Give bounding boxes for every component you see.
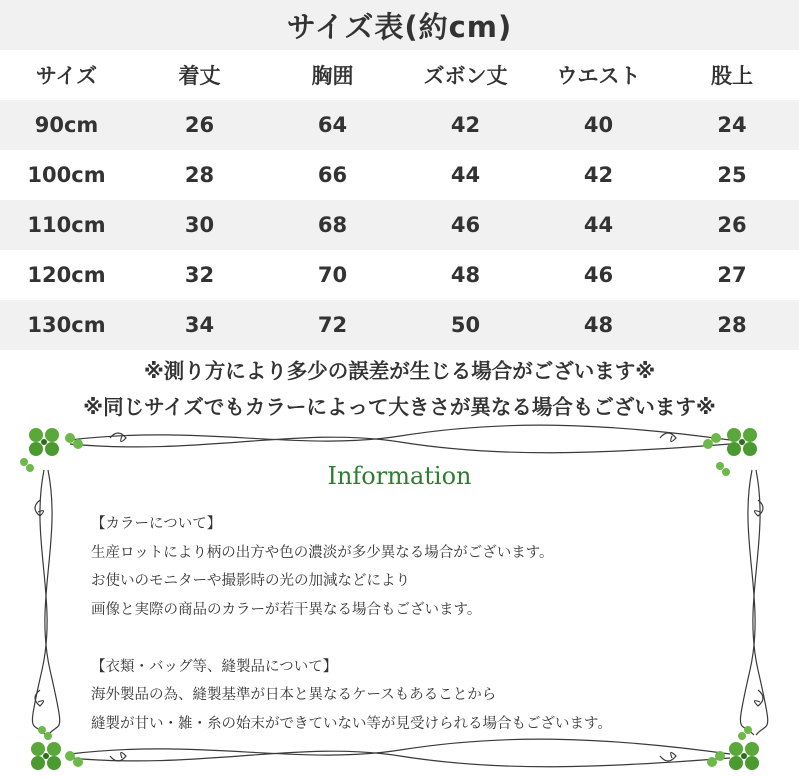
table-cell: 66 (317, 163, 348, 187)
table-cell: 40 (583, 113, 614, 137)
info-line: 画像と実際の商品のカラーが若干異なる場合もございます。 (91, 601, 482, 618)
table-cell: 72 (317, 313, 348, 337)
table-row (0, 150, 799, 200)
table-header-row (0, 50, 799, 100)
table-cell: 27 (717, 263, 747, 287)
table-cell: 42 (583, 163, 614, 187)
information-body (91, 510, 731, 738)
info-line: 縫製が甘い・雑・糸の始末ができていない等が見受けられる場合もございます。 (91, 715, 612, 732)
color-size-note: ※同じサイズでもカラーによって大きさが異なる場合もございます※ (83, 395, 716, 419)
table-cell: 64 (317, 113, 348, 137)
table-cell: 34 (184, 313, 215, 337)
table-cell: 44 (583, 213, 614, 237)
table-cell: 30 (184, 213, 215, 237)
header-rise: 股上 (711, 64, 753, 88)
info-line: 生産ロットにより柄の出方や色の濃淡が多少異なる場合がございます。 (91, 544, 554, 561)
table-cell: 32 (184, 263, 215, 287)
table-cell: 48 (450, 263, 481, 287)
header-pants-length: ズボン丈 (423, 64, 508, 88)
table-cell: 90cm (34, 113, 99, 137)
table-cell: 48 (583, 313, 614, 337)
title-bar (0, 0, 799, 50)
table-cell: 120cm (27, 263, 106, 287)
table-cell: 28 (717, 313, 747, 337)
table-cell: 100cm (27, 163, 106, 187)
table-cell: 42 (450, 113, 481, 137)
info-line: 【カラーについて】 (91, 516, 222, 532)
size-table (0, 50, 799, 350)
table-cell: 50 (450, 313, 481, 337)
table-cell: 46 (450, 213, 481, 237)
info-line: 【衣類・バッグ等、縫製品について】 (91, 658, 338, 675)
measurement-note: ※測り方により多少の誤差が生じる場合がございます※ (143, 359, 656, 383)
table-cell: 26 (717, 213, 747, 237)
table-cell: 44 (450, 163, 481, 187)
header-chest: 胸囲 (311, 64, 354, 88)
page-title: サイズ表(約cm) (286, 9, 513, 44)
table-row (0, 200, 799, 250)
table-cell: 25 (717, 163, 747, 187)
header-length: 着丈 (178, 64, 221, 88)
table-cell: 28 (184, 163, 215, 187)
table-cell: 68 (317, 213, 348, 237)
info-line: 海外製品の為、縫製基準が日本と異なるケースもあることから (91, 687, 497, 703)
info-line: お使いのモニターや撮影時の光の加減などにより (91, 573, 410, 589)
table-cell: 24 (717, 113, 747, 137)
information-heading: Information (327, 462, 472, 490)
table-cell: 26 (184, 113, 215, 137)
table-row (0, 100, 799, 150)
header-waist: ウエスト (556, 64, 641, 88)
info-line (91, 624, 731, 653)
table-cell: 130cm (27, 313, 106, 337)
table-row (0, 250, 799, 300)
table-cell: 46 (583, 263, 614, 287)
table-row (0, 300, 799, 350)
header-size: サイズ (35, 64, 98, 88)
table-cell: 70 (317, 263, 348, 287)
table-cell: 110cm (27, 213, 106, 237)
